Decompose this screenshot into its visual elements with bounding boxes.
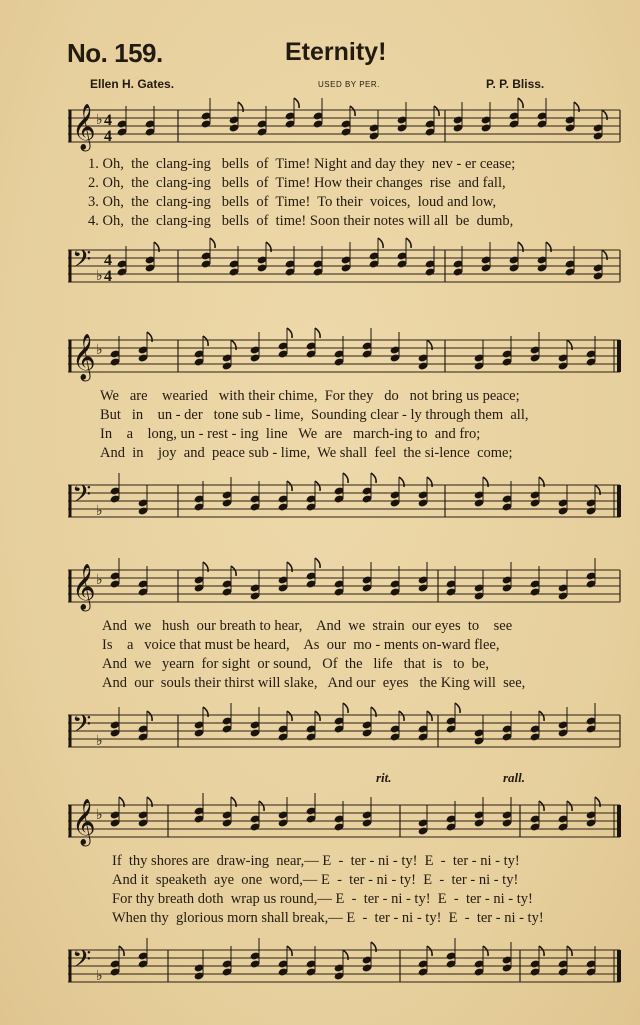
svg-text:4: 4 — [104, 268, 112, 285]
svg-text:𝄞: 𝄞 — [72, 564, 96, 610]
svg-text:𝄢: 𝄢 — [72, 945, 92, 980]
tempo-marking-rall: rall. — [503, 770, 526, 785]
author-credit: Ellen H. Gates. — [90, 77, 175, 91]
svg-text:4: 4 — [104, 128, 112, 145]
bass-staff-system-1 — [60, 240, 625, 300]
hymn-title: Eternity! — [285, 38, 387, 66]
svg-text:𝄞: 𝄞 — [72, 799, 96, 845]
lyric-line: When thy glorious morn shall break,— E - ter - ni - ty! E - ter - ni - ty! — [112, 910, 544, 926]
svg-text:♭: ♭ — [96, 113, 103, 128]
svg-text:♭: ♭ — [96, 269, 103, 284]
bass-staff-system-2 — [60, 475, 625, 535]
bass-staff-system-3 — [60, 705, 625, 765]
svg-text:♭: ♭ — [96, 734, 103, 749]
lyric-line: We are wearied with their chime, For they do not bring us peace; — [100, 388, 520, 404]
svg-text:♭: ♭ — [96, 504, 103, 519]
verse-lyrics-system-3 — [102, 617, 525, 693]
svg-text:♭: ♭ — [96, 343, 103, 358]
verse-lyrics-system-4 — [112, 852, 544, 928]
treble-staff-system-3 — [60, 560, 625, 620]
verse-lyrics-system-1 — [88, 155, 515, 231]
composer-credit: P. P. Bliss. — [486, 77, 545, 91]
hymn-number: No. 159. — [67, 38, 163, 68]
svg-text:4: 4 — [104, 112, 112, 129]
treble-staff-system-4 — [60, 795, 625, 855]
tempo-marking-rit: rit. — [376, 770, 392, 785]
treble-staff-system-2 — [60, 330, 625, 390]
lyric-line: And our souls their thirst will slake, And our eyes the King will see, — [102, 675, 526, 691]
svg-text:♭: ♭ — [96, 808, 103, 823]
lyric-line: Is a voice that must be heard, As our mo - ments on-ward flee, — [102, 637, 500, 653]
verse-lyrics-system-2 — [100, 387, 529, 463]
svg-text:𝄢: 𝄢 — [72, 710, 92, 745]
lyric-line: 4. Oh, the clang-ing bells of time! Soon their notes will all be dumb, — [88, 213, 514, 229]
lyric-line: And we yearn for sight or sound, Of the life that is to be, — [102, 656, 489, 672]
lyric-line: And it speaketh aye one word,— E - ter - ni - ty! E - ter - ni - ty! — [112, 872, 519, 888]
svg-text:♭: ♭ — [96, 573, 103, 588]
svg-text:𝄞: 𝄞 — [72, 334, 96, 380]
lyric-line: And we hush our breath to hear, And we strain our eyes to see — [102, 618, 513, 634]
lyric-line: But in un - der tone sub - lime, Sounding clear - ly through them all, — [100, 407, 529, 423]
lyric-line: 3. Oh, the clang-ing bells of Time! To their voices, loud and low, — [88, 194, 497, 210]
lyric-line: If thy shores are draw-ing near,— E - ter - ni - ty! E - ter - ni - ty! — [112, 853, 520, 869]
lyric-line: For thy breath doth wrap us round,— E - ter - ni - ty! E - ter - ni - ty! — [112, 891, 533, 907]
treble-staff-system-1 — [60, 100, 625, 160]
svg-text:𝄢: 𝄢 — [72, 480, 92, 515]
bass-staff-system-4 — [60, 940, 625, 1000]
lyric-line: And in joy and peace sub - lime, We shall feel the si-lence come; — [100, 445, 513, 461]
lyric-line: 1. Oh, the clang-ing bells of Time! Night and day they nev - er cease; — [88, 156, 516, 172]
svg-text:𝄢: 𝄢 — [72, 245, 92, 280]
svg-text:4: 4 — [104, 252, 112, 269]
lyric-line: In a long, un - rest - ing line We are march-ing to and fro; — [100, 426, 481, 442]
permission-note: USED BY PER. — [318, 80, 380, 89]
lyric-line: 2. Oh, the clang-ing bells of Time! How their changes rise and fall, — [88, 175, 506, 191]
svg-text:♭: ♭ — [96, 969, 103, 984]
svg-text:𝄞: 𝄞 — [72, 104, 96, 150]
